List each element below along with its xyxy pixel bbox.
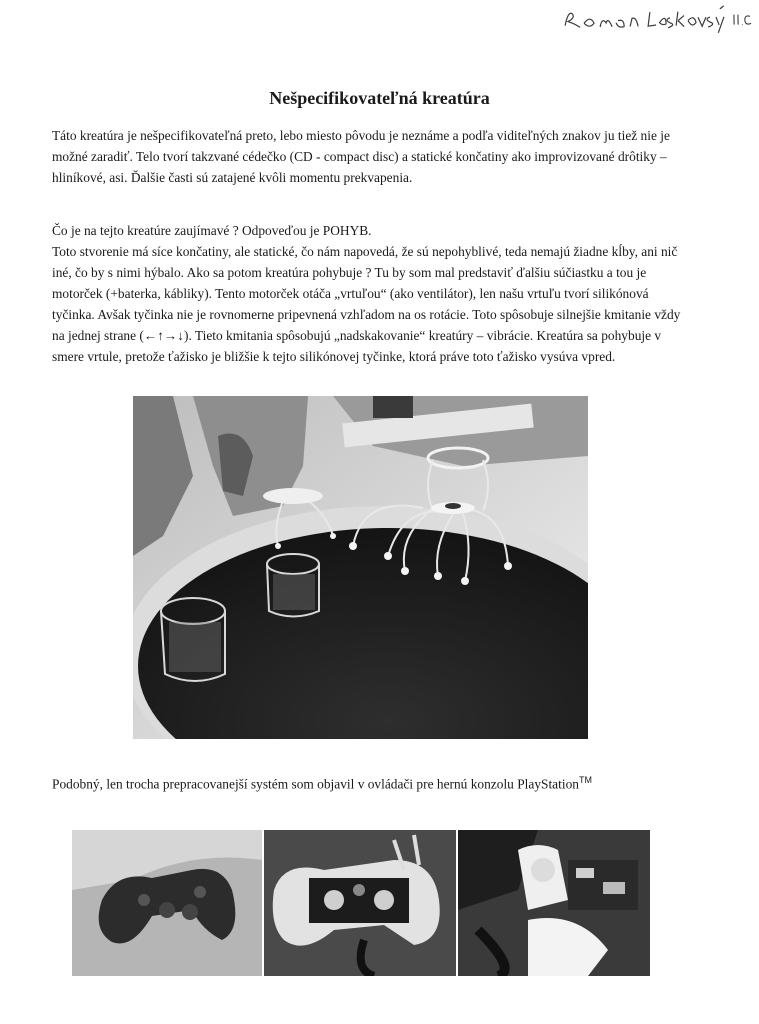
page-title: Nešpecifikovateľná kreatúra [269,88,490,108]
controller-photo-strip [72,830,650,976]
controller-motor-closeup [458,830,650,976]
explanation-text: Toto stvorenie má síce končatiny, ale statické, čo nám napovedá, že sú nepohyblivé, teda nemajú žiadne kĺby, ani nič iné, čo by s nimi hýbalo. Ako sa potom kreatúra pohybuje ? Tu by som mal predstaviť ďalšiu súčiastku a tou je motorček (+baterka, kábliky). Tento motorček otáča „vrtuľou“ (ako ventilátor), len našu vrtuľu tvorí silikónová tyčinka. Avšak tyčinka nie je rovnomerne pripevnená vzhľadom na os rotácie. Toto spôsobuje silnejšie kmitanie vždy na jednej strane (←↑→↓). Tieto kmitania spôsobujú „nadskakovanie“ kreatúry – vibrácie. Kreatúra sa pohybuje v smere vrtule, pretože ťažisko je bližšie k tejto silikónovej tyčinke, ktorá práve toto ťažisko vysúva vpred. [52,244,681,364]
movement-paragraph [52,220,692,367]
playstation-caption [52,770,732,794]
trademark-mark: TM [578,775,592,785]
handwritten-signature [560,2,755,35]
creature-photo [133,396,588,739]
caption-text: Podobný, len trocha prepracovanejší systém som objavil v ovládači pre hernú konzolu PlayStation [52,776,579,792]
intro-paragraph: Táto kreatúra je nešpecifikovateľná preto, lebo miesto pôvodu je neznáme a podľa viditeľných znakov ju tiež nie je možné zaradiť. Telo tvorí takzvané cédečko (CD - compact disc) a statické končatiny ako improvizované drôtiky – hliníkové, asi. Ďalšie časti sú zatajené kvôli momentu prekvapenia. [52,128,670,185]
question-line: Čo je na tejto kreatúre zaujímavé ? Odpoveďou je POHYB. [52,223,372,238]
controller-photo-opened [264,830,456,976]
controller-photo-closed [72,830,262,976]
